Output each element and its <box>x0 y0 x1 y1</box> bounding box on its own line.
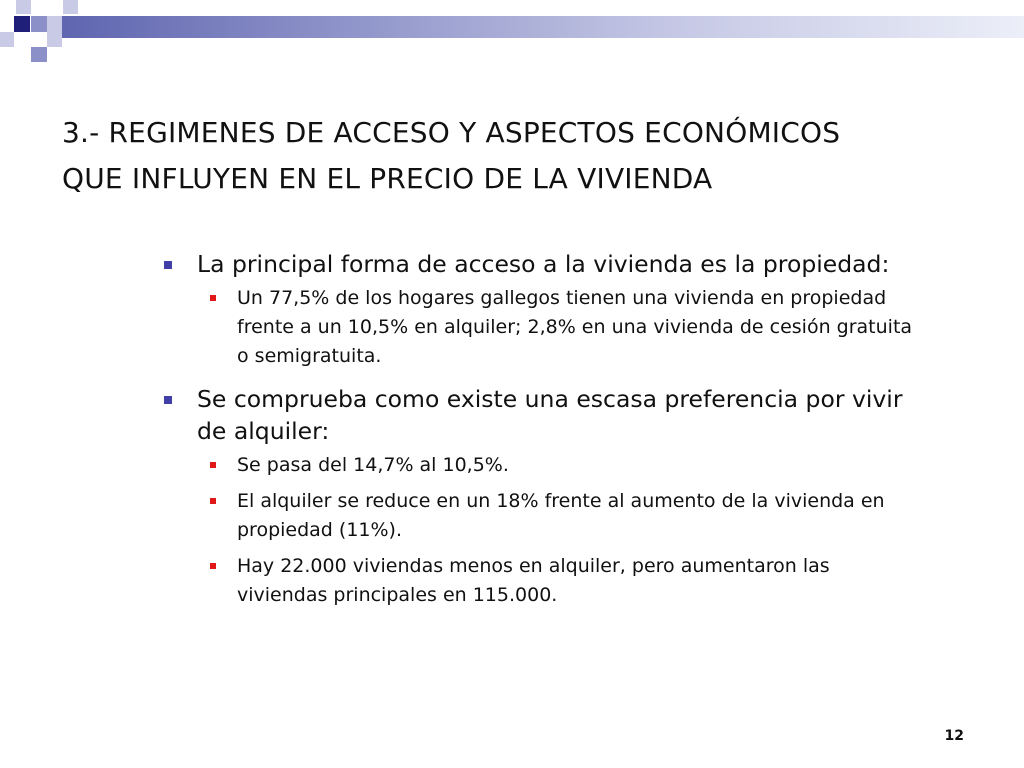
bullet-text: Se comprueba como existe una escasa preferencia por vivir de alquiler: <box>197 385 903 445</box>
square-bullet-icon <box>164 396 172 404</box>
bullet-item <box>160 383 920 610</box>
header-decoration <box>0 0 1024 70</box>
decorative-square <box>0 32 14 47</box>
bullet-list <box>160 248 920 610</box>
square-bullet-icon <box>164 261 172 269</box>
square-bullet-icon <box>210 295 216 301</box>
decorative-square <box>31 47 47 62</box>
square-bullet-icon <box>210 462 216 468</box>
sub-bullet-item <box>197 552 920 610</box>
bullet-item <box>160 248 920 371</box>
sub-bullet-text: Un 77,5% de los hogares gallegos tienen una vivienda en propiedad frente a un 10,5% en alquiler; 2,8% en una vivienda de cesión gratuita o semigratuita. <box>237 287 913 367</box>
sub-bullet-text: Hay 22.000 viviendas menos en alquiler, pero aumentaron las viviendas principales en 115.000. <box>237 555 830 606</box>
slide-title-line: QUE INFLUYEN EN EL PRECIO DE LA VIVIENDA <box>62 162 713 195</box>
square-bullet-icon <box>210 498 216 504</box>
slide-content <box>160 248 920 622</box>
bullet-text: La principal forma de acceso a la vivienda es la propiedad: <box>197 250 890 278</box>
sub-bullet-item <box>197 451 920 480</box>
page-number: 12 <box>944 728 964 744</box>
decorative-square <box>47 32 62 47</box>
slide-title <box>62 110 982 202</box>
sub-bullet-item <box>197 284 920 371</box>
sub-bullet-text: El alquiler se reduce en un 18% frente al aumento de la vivienda en propiedad (11%). <box>237 490 885 541</box>
decorative-square <box>47 16 62 32</box>
decorative-square <box>31 16 47 32</box>
sub-bullet-text: Se pasa del 14,7% al 10,5%. <box>237 454 509 476</box>
sub-bullet-list <box>197 451 920 610</box>
slide-title-line: 3.- REGIMENES DE ACCESO Y ASPECTOS ECONÓMICOS <box>62 116 841 149</box>
square-bullet-icon <box>210 563 216 569</box>
header-gradient-bar <box>48 16 1024 38</box>
decorative-square <box>63 0 78 14</box>
decorative-square <box>16 0 31 14</box>
sub-bullet-item <box>197 487 920 545</box>
decorative-square <box>14 16 30 32</box>
sub-bullet-list <box>197 284 920 371</box>
